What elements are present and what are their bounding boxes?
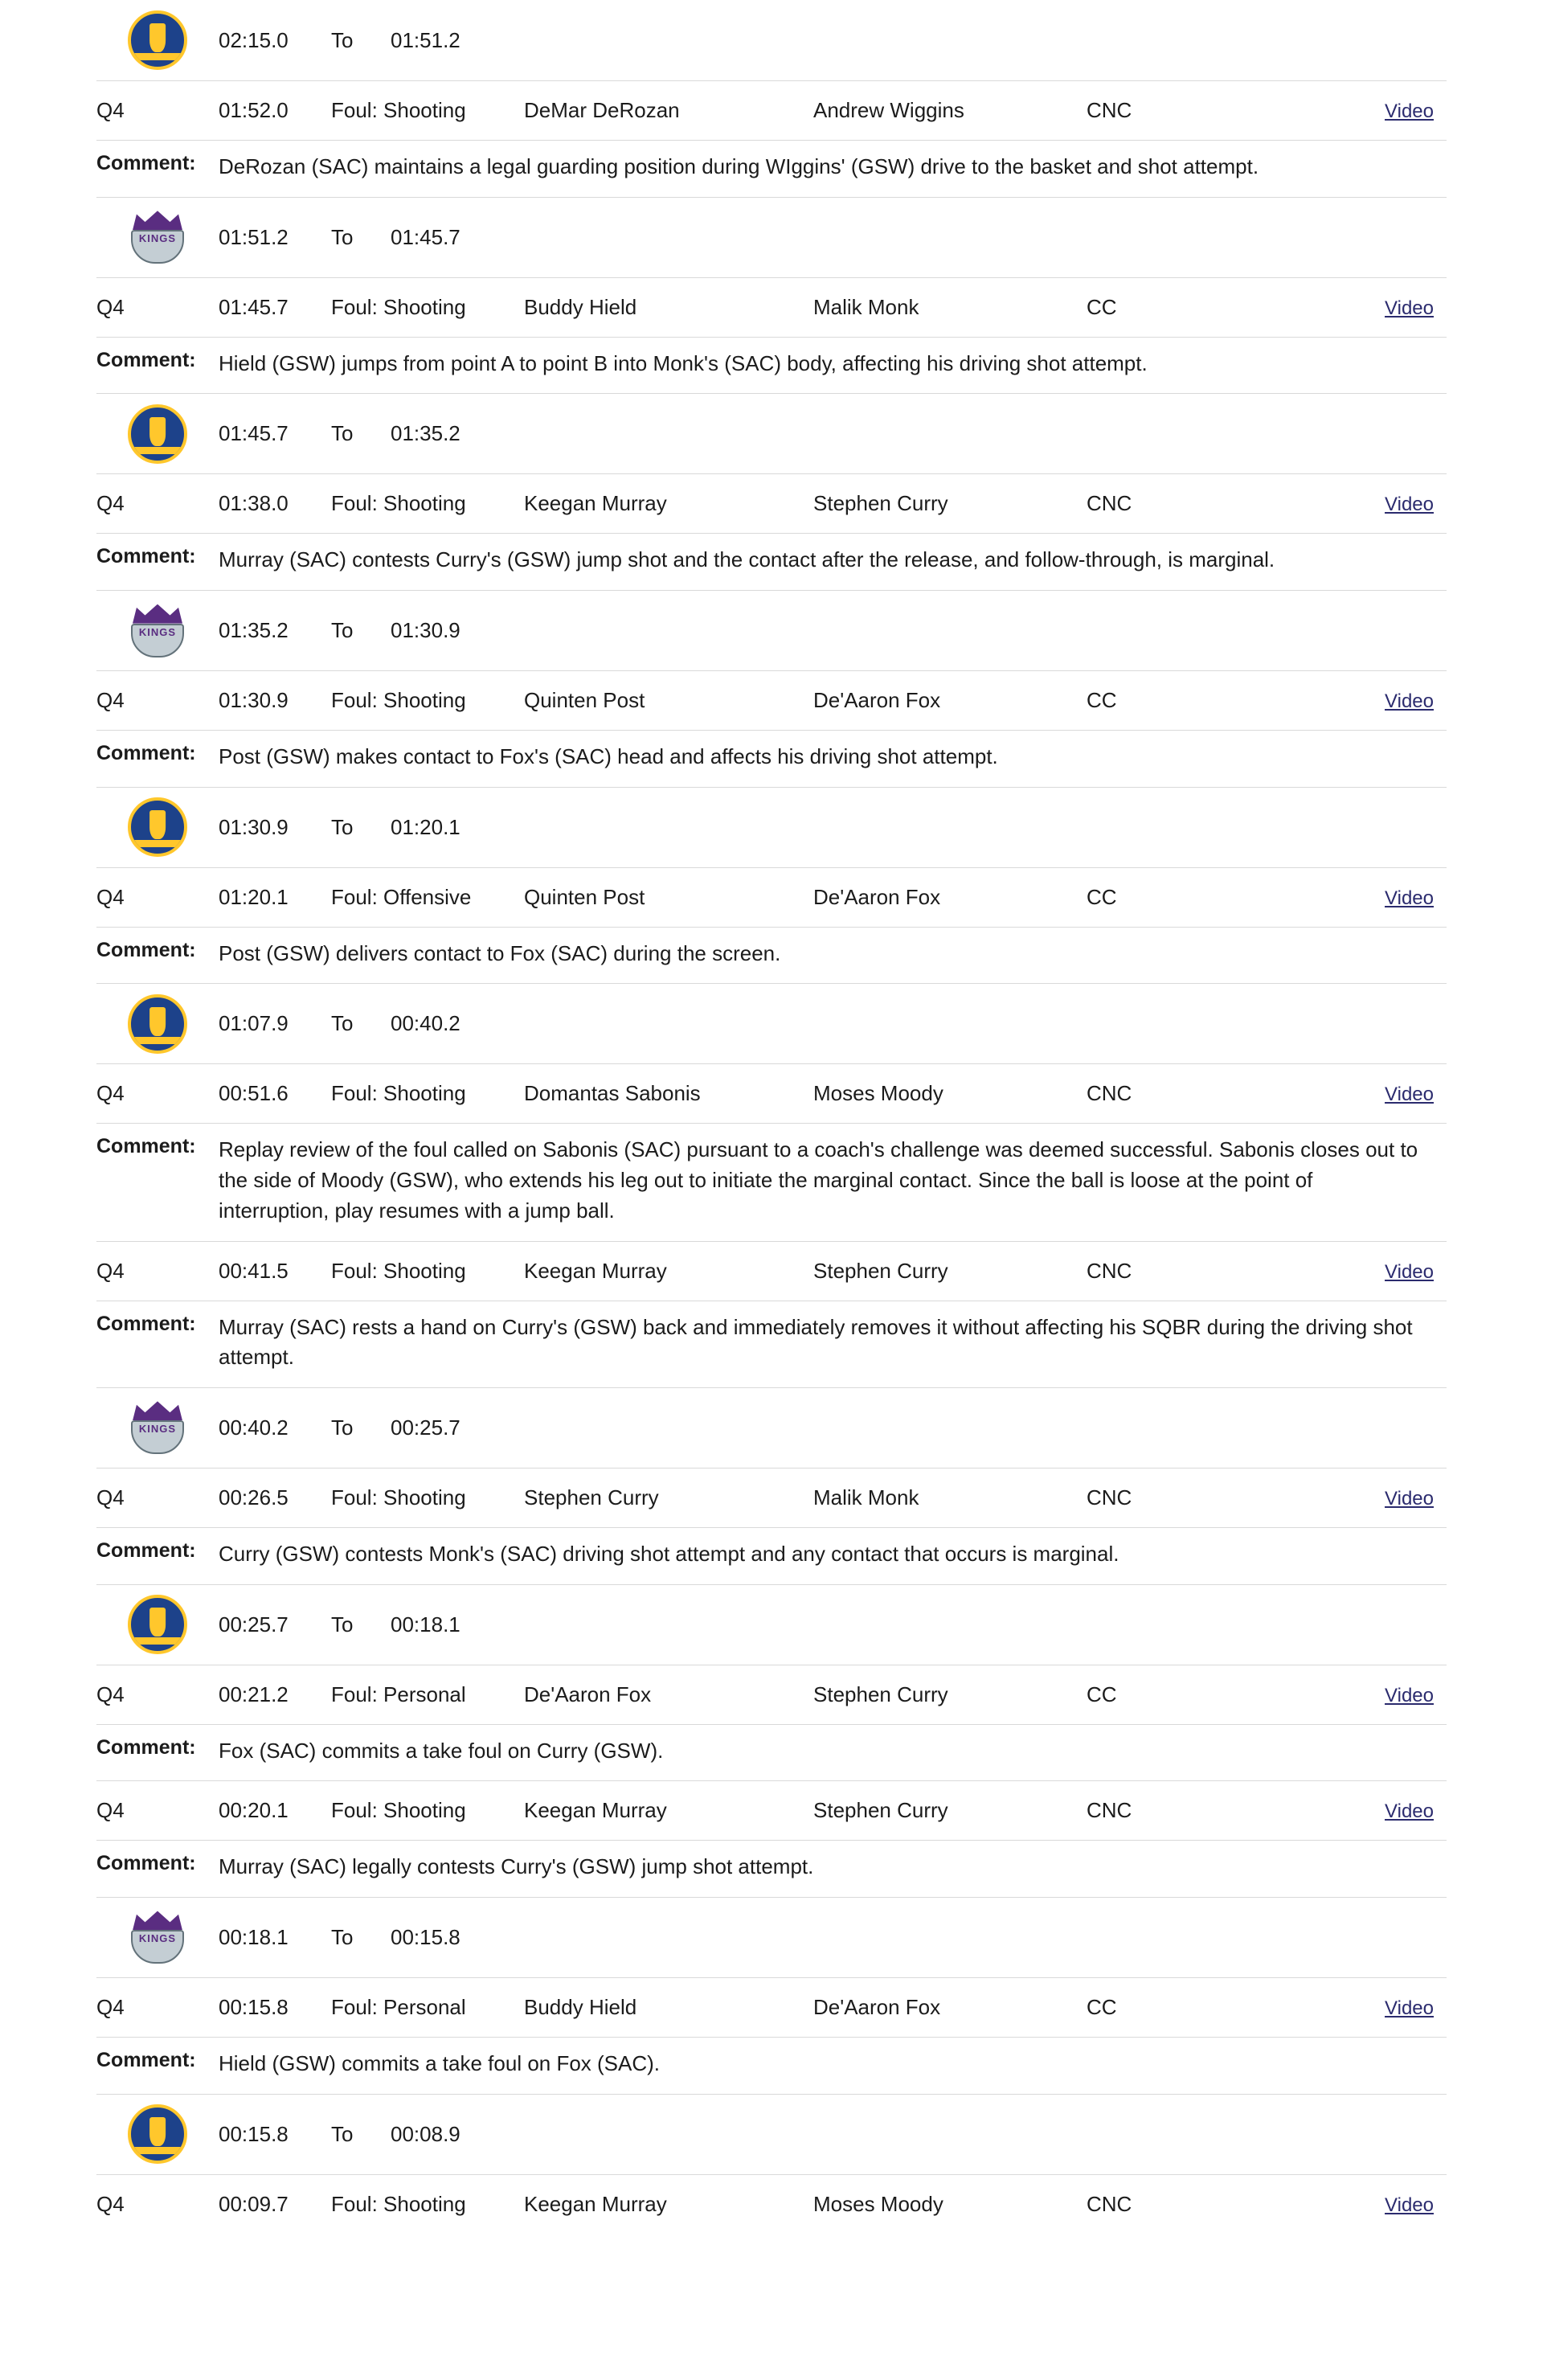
call-period: Q4 bbox=[96, 294, 125, 319]
call-type: Foul: Offensive bbox=[331, 884, 472, 909]
call-decision: CNC bbox=[1087, 2191, 1132, 2216]
comment-text: Murray (SAC) contests Curry's (GSW) jump shot and the contact after the release, and follow-through, is marginal. bbox=[219, 547, 1275, 572]
video-cell bbox=[1328, 1798, 1447, 1823]
possession-end-time: 00:08.9 bbox=[391, 2121, 460, 2146]
comment-text: Post (GSW) delivers contact to Fox (SAC) during the screen. bbox=[219, 940, 781, 965]
comment-text: Hield (GSW) jumps from point A to point B into Monk's (SAC) body, affecting his driving shot attempt. bbox=[219, 350, 1148, 375]
possession-to-label: To bbox=[331, 421, 354, 446]
call-row bbox=[96, 1468, 1447, 1527]
committing-player: Keegan Murray bbox=[524, 2191, 667, 2216]
call-type: Foul: Personal bbox=[331, 1994, 466, 2019]
possession-to-label: To bbox=[331, 814, 354, 839]
comment-row bbox=[96, 337, 1447, 394]
call-time-remaining: 01:38.0 bbox=[219, 491, 289, 516]
call-type: Foul: Shooting bbox=[331, 2191, 466, 2216]
video-cell bbox=[1328, 2192, 1447, 2217]
video-link[interactable]: Video bbox=[1385, 297, 1434, 319]
video-link[interactable]: Video bbox=[1385, 1997, 1434, 2019]
possession-end-time: 01:35.2 bbox=[391, 421, 460, 446]
comment-text: Fox (SAC) commits a take foul on Curry (GSW). bbox=[219, 1738, 664, 1763]
call-time-remaining: 00:41.5 bbox=[219, 1258, 289, 1283]
call-period: Q4 bbox=[96, 1081, 125, 1106]
possession-team-logo-cell bbox=[96, 1907, 219, 1967]
possession-row bbox=[96, 2094, 1447, 2174]
committing-player: Keegan Murray bbox=[524, 1258, 667, 1283]
committing-player: Quinten Post bbox=[524, 688, 645, 713]
crown-detail bbox=[133, 1401, 182, 1420]
possession-to-label: To bbox=[331, 618, 354, 643]
logo-detail bbox=[131, 840, 184, 847]
call-type: Foul: Shooting bbox=[331, 1798, 466, 1823]
logo-detail bbox=[131, 2147, 184, 2154]
possession-start-time: 01:45.7 bbox=[219, 421, 289, 446]
possession-to-label: To bbox=[331, 1924, 354, 1949]
call-type: Foul: Shooting bbox=[331, 688, 466, 713]
logo-detail bbox=[131, 1037, 184, 1044]
call-time-remaining: 00:20.1 bbox=[219, 1798, 289, 1823]
comment-label: Comment: bbox=[96, 1735, 196, 1759]
call-time-remaining: 01:30.9 bbox=[219, 688, 289, 713]
golden-state-warriors-logo-icon bbox=[128, 10, 187, 70]
call-decision: CNC bbox=[1087, 1258, 1132, 1283]
kings-wordmark: KINGS bbox=[138, 1932, 177, 1945]
possession-start-time: 00:25.7 bbox=[219, 1612, 289, 1637]
possession-row bbox=[96, 1387, 1447, 1468]
kings-wordmark: KINGS bbox=[138, 232, 177, 245]
comment-row bbox=[96, 1123, 1447, 1240]
comment-row bbox=[96, 1840, 1447, 1897]
disadvantaged-player: Malik Monk bbox=[813, 1485, 919, 1510]
disadvantaged-player: De'Aaron Fox bbox=[813, 884, 941, 909]
call-decision: CC bbox=[1087, 688, 1117, 713]
call-type: Foul: Personal bbox=[331, 1682, 466, 1706]
video-link[interactable]: Video bbox=[1385, 1083, 1434, 1106]
possession-end-time: 00:25.7 bbox=[391, 1415, 460, 1440]
comment-text: Murray (SAC) rests a hand on Curry's (GSW) back and immediately removes it without affecting his SQBR during the driving shot attempt. bbox=[219, 1314, 1413, 1370]
call-period: Q4 bbox=[96, 1798, 125, 1823]
call-period: Q4 bbox=[96, 491, 125, 516]
call-row bbox=[96, 1977, 1447, 2037]
possession-start-time: 01:51.2 bbox=[219, 224, 289, 249]
crown-detail bbox=[133, 211, 182, 230]
comment-row bbox=[96, 533, 1447, 590]
possession-team-logo-cell bbox=[96, 207, 219, 267]
call-decision: CNC bbox=[1087, 1081, 1132, 1106]
call-time-remaining: 00:15.8 bbox=[219, 1994, 289, 2019]
call-period: Q4 bbox=[96, 98, 125, 122]
video-link[interactable]: Video bbox=[1385, 690, 1434, 713]
comment-label: Comment: bbox=[96, 938, 196, 961]
call-row bbox=[96, 867, 1447, 927]
call-time-remaining: 00:51.6 bbox=[219, 1081, 289, 1106]
call-type: Foul: Shooting bbox=[331, 294, 466, 319]
possession-to-label: To bbox=[331, 1612, 354, 1637]
possession-team-logo-cell bbox=[96, 1398, 219, 1457]
video-cell bbox=[1328, 1682, 1447, 1707]
disadvantaged-player: Stephen Curry bbox=[813, 1798, 948, 1823]
disadvantaged-player: De'Aaron Fox bbox=[813, 688, 941, 713]
comment-text: Post (GSW) makes contact to Fox's (SAC) head and affects his driving shot attempt. bbox=[219, 744, 998, 769]
possession-team-logo-cell bbox=[96, 797, 219, 857]
call-row bbox=[96, 2174, 1447, 2234]
comment-label: Comment: bbox=[96, 152, 196, 174]
disadvantaged-player: Moses Moody bbox=[813, 2191, 943, 2216]
possession-end-time: 00:15.8 bbox=[391, 1924, 460, 1949]
video-link[interactable]: Video bbox=[1385, 2194, 1434, 2216]
possession-team-logo-cell bbox=[96, 404, 219, 464]
committing-player: Keegan Murray bbox=[524, 491, 667, 516]
call-period: Q4 bbox=[96, 688, 125, 713]
possession-end-time: 01:45.7 bbox=[391, 224, 460, 249]
disadvantaged-player: Stephen Curry bbox=[813, 1682, 948, 1706]
call-period: Q4 bbox=[96, 1258, 125, 1283]
possession-to-label: To bbox=[331, 2121, 354, 2146]
golden-state-warriors-logo-icon bbox=[128, 994, 187, 1054]
golden-state-warriors-logo-icon bbox=[128, 1595, 187, 1654]
disadvantaged-player: Moses Moody bbox=[813, 1081, 943, 1106]
call-period: Q4 bbox=[96, 2191, 125, 2216]
comment-row bbox=[96, 2037, 1447, 2094]
call-row bbox=[96, 1241, 1447, 1301]
call-time-remaining: 01:45.7 bbox=[219, 294, 289, 319]
comment-text: DeRozan (SAC) maintains a legal guarding position during WIggins' (GSW) drive to the basket and shot attempt. bbox=[219, 154, 1259, 178]
possession-start-time: 01:30.9 bbox=[219, 814, 289, 839]
committing-player: Buddy Hield bbox=[524, 1994, 637, 2019]
golden-state-warriors-logo-icon bbox=[128, 2104, 187, 2164]
crown-detail bbox=[133, 604, 182, 624]
possession-row bbox=[96, 1897, 1447, 1977]
possession-end-time: 00:40.2 bbox=[391, 1011, 460, 1036]
possession-to-label: To bbox=[331, 27, 354, 52]
call-type: Foul: Shooting bbox=[331, 491, 466, 516]
sacramento-kings-logo-icon bbox=[128, 1398, 187, 1457]
call-period: Q4 bbox=[96, 1994, 125, 2019]
comment-row bbox=[96, 1724, 1447, 1781]
committing-player: Buddy Hield bbox=[524, 294, 637, 319]
disadvantaged-player: Malik Monk bbox=[813, 294, 919, 319]
comment-text: Murray (SAC) legally contests Curry's (GSW) jump shot attempt. bbox=[219, 1854, 814, 1879]
disadvantaged-player: Stephen Curry bbox=[813, 1258, 948, 1283]
possession-row bbox=[96, 393, 1447, 473]
possession-row bbox=[96, 787, 1447, 867]
comment-text: Curry (GSW) contests Monk's (SAC) driving shot attempt and any contact that occurs is marginal. bbox=[219, 1541, 1119, 1566]
committing-player: Quinten Post bbox=[524, 884, 645, 909]
call-decision: CC bbox=[1087, 1994, 1117, 2019]
possession-row bbox=[96, 0, 1447, 80]
call-row bbox=[96, 473, 1447, 533]
possession-end-time: 01:51.2 bbox=[391, 27, 460, 52]
video-cell bbox=[1328, 885, 1447, 910]
comment-row bbox=[96, 140, 1447, 197]
call-decision: CC bbox=[1087, 294, 1117, 319]
possession-team-logo-cell bbox=[96, 994, 219, 1054]
possession-row bbox=[96, 590, 1447, 670]
comment-row bbox=[96, 927, 1447, 984]
call-decision: CNC bbox=[1087, 98, 1132, 122]
report-rows-container bbox=[48, 0, 1495, 2234]
golden-state-warriors-logo-icon bbox=[128, 797, 187, 857]
possession-end-time: 01:30.9 bbox=[391, 618, 460, 643]
committing-player: Stephen Curry bbox=[524, 1485, 659, 1510]
comment-label: Comment: bbox=[96, 1852, 196, 1875]
video-cell bbox=[1328, 1081, 1447, 1106]
committing-player: DeMar DeRozan bbox=[524, 98, 680, 122]
comment-label: Comment: bbox=[96, 742, 196, 765]
comment-label: Comment: bbox=[96, 545, 196, 568]
call-row bbox=[96, 1665, 1447, 1724]
comment-label: Comment: bbox=[96, 348, 196, 371]
comment-label: Comment: bbox=[96, 1538, 196, 1562]
sacramento-kings-logo-icon bbox=[128, 601, 187, 661]
logo-detail bbox=[131, 447, 184, 454]
call-period: Q4 bbox=[96, 884, 125, 909]
call-type: Foul: Shooting bbox=[331, 1258, 466, 1283]
possession-start-time: 00:18.1 bbox=[219, 1924, 289, 1949]
possession-team-logo-cell bbox=[96, 10, 219, 70]
committing-player: Domantas Sabonis bbox=[524, 1081, 701, 1106]
possession-start-time: 02:15.0 bbox=[219, 27, 289, 52]
kings-wordmark: KINGS bbox=[138, 625, 177, 638]
call-row bbox=[96, 80, 1447, 140]
video-cell bbox=[1328, 1995, 1447, 2020]
possession-end-time: 00:18.1 bbox=[391, 1612, 460, 1637]
video-cell bbox=[1328, 688, 1447, 713]
committing-player: Keegan Murray bbox=[524, 1798, 667, 1823]
call-row bbox=[96, 670, 1447, 730]
call-row bbox=[96, 277, 1447, 337]
video-link[interactable]: Video bbox=[1385, 887, 1434, 909]
sacramento-kings-logo-icon bbox=[128, 207, 187, 267]
disadvantaged-player: Andrew Wiggins bbox=[813, 98, 964, 122]
crown-detail bbox=[133, 1911, 182, 1930]
possession-to-label: To bbox=[331, 1011, 354, 1036]
committing-player: De'Aaron Fox bbox=[524, 1682, 652, 1706]
call-decision: CNC bbox=[1087, 491, 1132, 516]
possession-start-time: 01:35.2 bbox=[219, 618, 289, 643]
video-cell bbox=[1328, 491, 1447, 516]
video-cell bbox=[1328, 295, 1447, 320]
call-time-remaining: 01:20.1 bbox=[219, 884, 289, 909]
video-cell bbox=[1328, 1259, 1447, 1284]
call-time-remaining: 00:26.5 bbox=[219, 1485, 289, 1510]
call-type: Foul: Shooting bbox=[331, 1081, 466, 1106]
call-row bbox=[96, 1780, 1447, 1840]
comment-label: Comment: bbox=[96, 1135, 196, 1158]
video-cell bbox=[1328, 98, 1447, 123]
possession-row bbox=[96, 983, 1447, 1063]
possession-start-time: 00:40.2 bbox=[219, 1415, 289, 1440]
call-type: Foul: Shooting bbox=[331, 98, 466, 122]
call-time-remaining: 00:09.7 bbox=[219, 2191, 289, 2216]
call-decision: CC bbox=[1087, 1682, 1117, 1706]
video-link[interactable]: Video bbox=[1385, 1800, 1434, 1823]
call-type: Foul: Shooting bbox=[331, 1485, 466, 1510]
call-decision: CNC bbox=[1087, 1485, 1132, 1510]
disadvantaged-player: De'Aaron Fox bbox=[813, 1994, 941, 2019]
video-link[interactable]: Video bbox=[1385, 100, 1434, 122]
possession-end-time: 01:20.1 bbox=[391, 814, 460, 839]
comment-text: Replay review of the foul called on Sabonis (SAC) pursuant to a coach's challenge was deemed successful. Sabonis closes out to the side of Moody (GSW), who extends his leg out to initiate the marginal contact. Since the ball is loose at the point of interruption, play resumes with a jump ball. bbox=[219, 1137, 1418, 1223]
possession-start-time: 00:15.8 bbox=[219, 2121, 289, 2146]
comment-label: Comment: bbox=[96, 1312, 196, 1335]
call-period: Q4 bbox=[96, 1682, 125, 1706]
video-link[interactable]: Video bbox=[1385, 1260, 1434, 1283]
call-time-remaining: 00:21.2 bbox=[219, 1682, 289, 1706]
disadvantaged-player: Stephen Curry bbox=[813, 491, 948, 516]
video-link[interactable]: Video bbox=[1385, 1684, 1434, 1706]
comment-row bbox=[96, 1301, 1447, 1387]
call-decision: CNC bbox=[1087, 1798, 1132, 1823]
possession-team-logo-cell bbox=[96, 601, 219, 661]
sacramento-kings-logo-icon bbox=[128, 1907, 187, 1967]
comment-row bbox=[96, 730, 1447, 787]
possession-to-label: To bbox=[331, 224, 354, 249]
kings-wordmark: KINGS bbox=[138, 1423, 177, 1436]
possession-to-label: To bbox=[331, 1415, 354, 1440]
possession-row bbox=[96, 197, 1447, 277]
video-link[interactable]: Video bbox=[1385, 494, 1434, 516]
call-time-remaining: 01:52.0 bbox=[219, 98, 289, 122]
call-period: Q4 bbox=[96, 1485, 125, 1510]
comment-row bbox=[96, 1527, 1447, 1584]
logo-detail bbox=[131, 53, 184, 60]
possession-start-time: 01:07.9 bbox=[219, 1011, 289, 1036]
logo-detail bbox=[131, 1637, 184, 1645]
golden-state-warriors-logo-icon bbox=[128, 404, 187, 464]
comment-label: Comment: bbox=[96, 2048, 196, 2071]
call-decision: CC bbox=[1087, 884, 1117, 909]
comment-text: Hield (GSW) commits a take foul on Fox (SAC). bbox=[219, 2050, 661, 2075]
video-link[interactable]: Video bbox=[1385, 1487, 1434, 1510]
possession-team-logo-cell bbox=[96, 2104, 219, 2164]
call-row bbox=[96, 1063, 1447, 1123]
possession-row bbox=[96, 1584, 1447, 1665]
possession-team-logo-cell bbox=[96, 1595, 219, 1654]
video-cell bbox=[1328, 1485, 1447, 1510]
